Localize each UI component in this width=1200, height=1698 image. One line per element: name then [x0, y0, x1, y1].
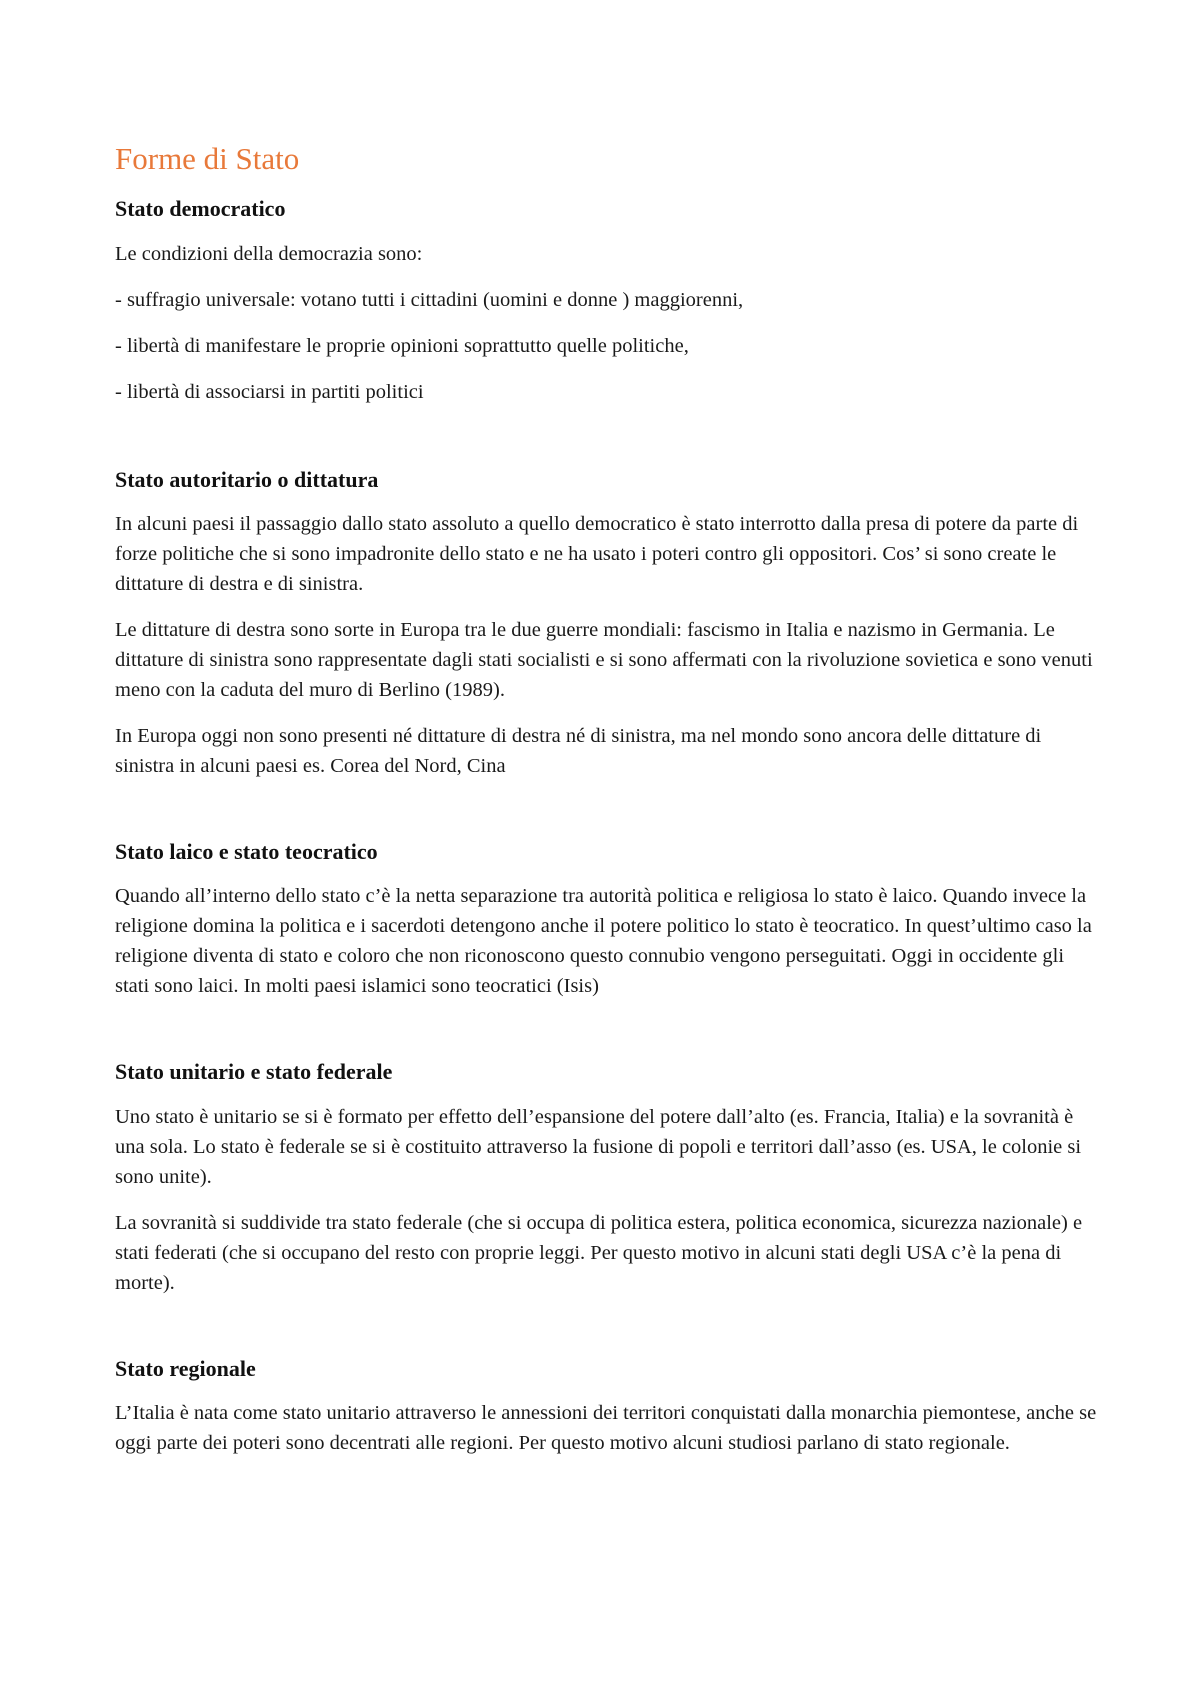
- paragraph: Le condizioni della democrazia sono:: [115, 242, 423, 265]
- paragraph: Uno stato è unitario se si è formato per effetto dell’espansione del potere dall’alto (es. Francia, Italia) e la sovranità è una sola. Lo stato è federale se si è costituito attraverso la fusione di popoli e territori dall’asso (es. USA, le colonie si sono unite).: [115, 1105, 1082, 1188]
- section-stato-laico-teocratico: [115, 839, 1100, 1001]
- paragraph: In Europa oggi non sono presenti né dittature di destra né di sinistra, ma nel mondo sono ancora delle dittature di sinistra in alcuni paesi es. Corea del Nord, Cina: [115, 724, 1042, 777]
- list-item: - libertà di associarsi in partiti politici: [115, 380, 424, 403]
- paragraph: Le dittature di destra sono sorte in Europa tra le due guerre mondiali: fascismo in Italia e nazismo in Germania. Le dittature di sinistra sono rappresentate dagli stati socialisti e si sono affermati con la rivoluzione sovietica e sono venuti meno con la caduta del muro di Berlino (1989).: [115, 618, 1093, 701]
- document-page: [115, 140, 1100, 1516]
- paragraph: La sovranità si suddivide tra stato federale (che si occupa di politica estera, politica economica, sicurezza nazionale) e stati federati (che si occupano del resto con proprie leggi. Per questo motivo in alcuni stati degli USA c’è la pena di morte).: [115, 1211, 1083, 1294]
- section-stato-regionale: [115, 1356, 1100, 1458]
- paragraph: L’Italia è nata come stato unitario attraverso le annessioni dei territori conquistati dalla monarchia piemontese, anche se oggi parte dei poteri sono decentrati alle regioni. Per questo motivo alcuni studiosi parlano di stato regionale.: [115, 1402, 1097, 1455]
- paragraph: In alcuni paesi il passaggio dallo stato assoluto a quello democratico è stato interrotto dalla presa di potere da parte di forze politiche che si sono impadronite dello stato e ne ha usato i poteri contro gli oppositori. Cos’ si sono create le dittature di destra e di sinistra.: [115, 512, 1079, 595]
- document-title: Forme di Stato: [115, 141, 300, 176]
- section-heading: Stato laico e stato teocratico: [115, 838, 378, 864]
- section-heading: Stato democratico: [115, 196, 286, 222]
- section-stato-unitario-federale: [115, 1059, 1100, 1297]
- list-item: - libertà di manifestare le proprie opinioni soprattutto quelle politiche,: [115, 334, 689, 357]
- section-heading: Stato autoritario o dittatura: [115, 466, 379, 492]
- list-item: - suffragio universale: votano tutti i cittadini (uomini e donne ) maggiorenni,: [115, 288, 744, 311]
- section-stato-autoritario: [115, 467, 1100, 781]
- section-heading: Stato unitario e stato federale: [115, 1059, 393, 1085]
- section-stato-democratico: [115, 196, 1100, 406]
- section-heading: Stato regionale: [115, 1355, 256, 1381]
- paragraph: Quando all’interno dello stato c’è la netta separazione tra autorità politica e religiosa lo stato è laico. Quando invece la religione domina la politica e i sacerdoti detengono anche il potere politico lo stato è teocratico. In quest’ultimo caso la religione diventa di stato e coloro che non riconoscono questo connubio vengono perseguitati. Oggi in occidente gli stati sono laici. In molti paesi islamici sono teocratici (Isis): [115, 885, 1092, 998]
